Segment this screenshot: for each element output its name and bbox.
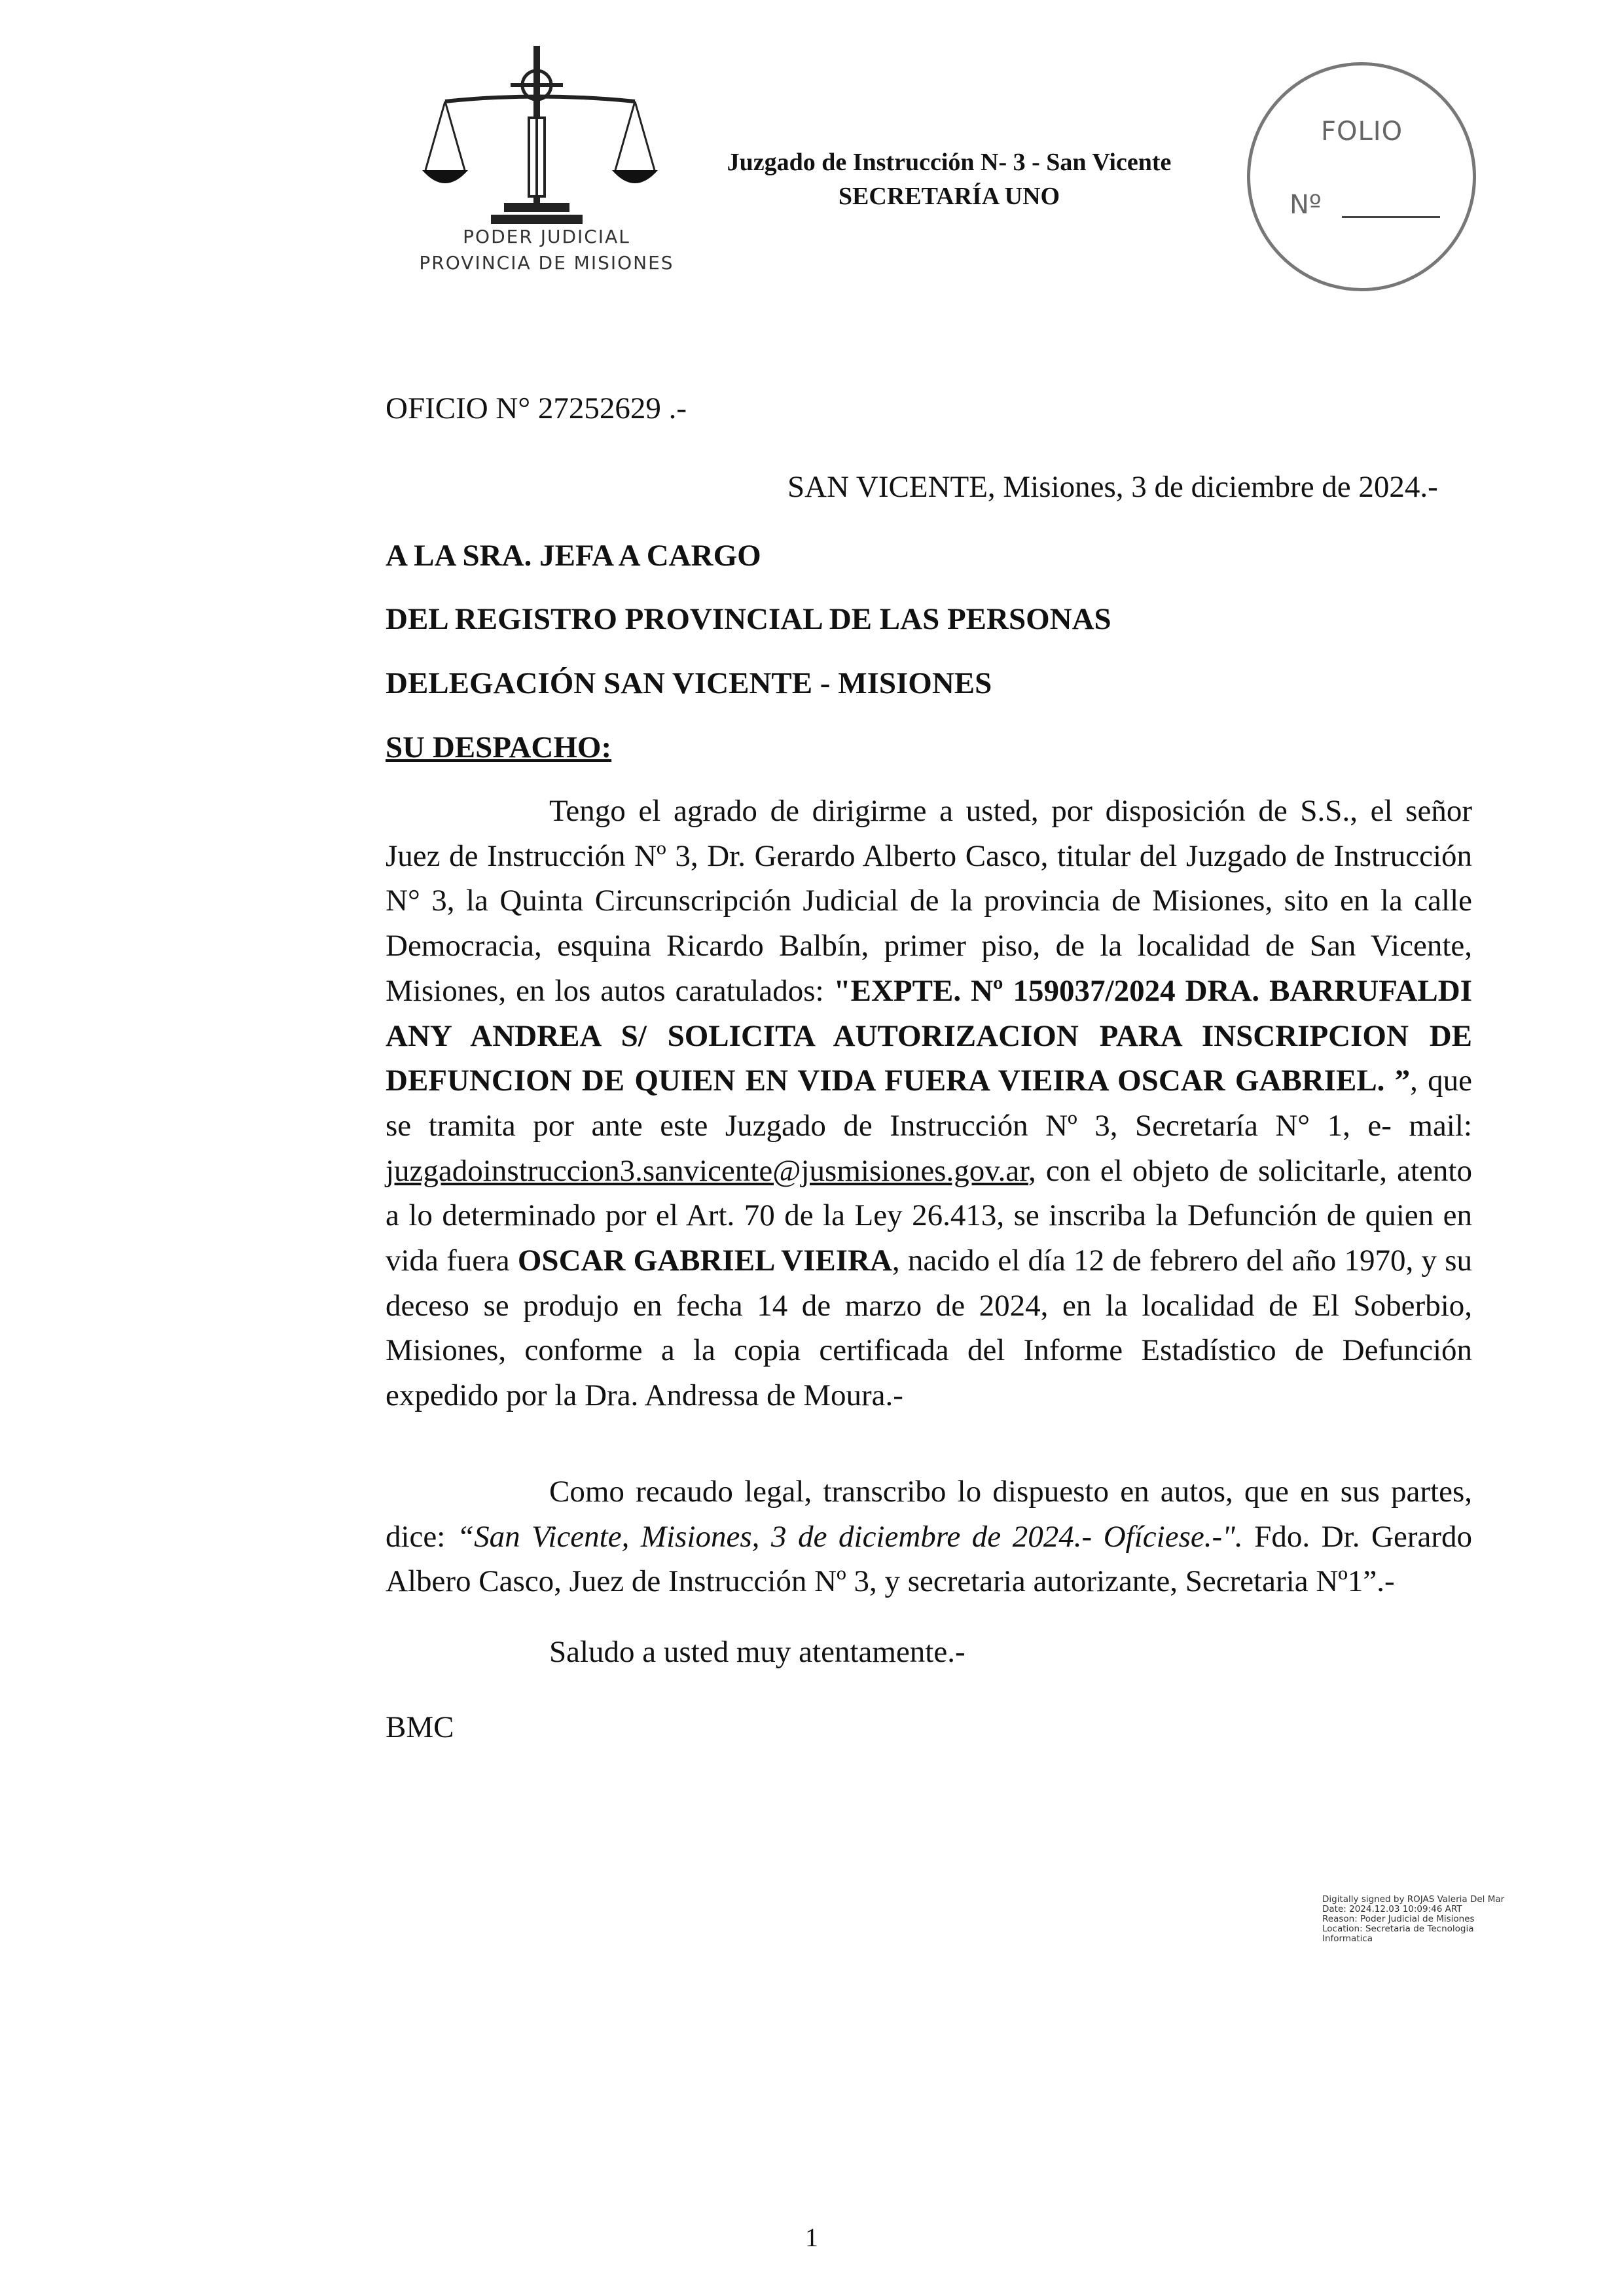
p1-intro: Tengo el agrado de dirigirme a usted, por disposición de S.S., el señor Juez de Instrucción Nº 3, Dr. Gerardo Alberto Casco, titular del Juzgado de Instrucción N° 3, la Quinta Circunscripción Judicial de la provincia de Misiones, sito en la calle Democracia, esquina Ricardo Balbín, primer piso, de la localidad de San Vicente, Misiones, en los autos caratulados: xyxy=(386,794,1472,1008)
folio-number-label: Nº xyxy=(1290,190,1322,220)
p1-text-c: , con el objeto de solicitarle, atento a lo determinado por el Art. 70 de la Ley 26.413, se inscriba la Defunción de quien en vida fuera xyxy=(386,1153,1472,1278)
p1-email: juzgadoinstruccion3.sanvicente@jusmisiones.gov.ar xyxy=(386,1153,1029,1188)
signature-line-2: Date: 2024.12.03 10:09:46 ART xyxy=(1322,1904,1462,1914)
signature-line-4: Location: Secretaria de Tecnologia xyxy=(1322,1924,1474,1934)
signature-line-5: Informatica xyxy=(1322,1933,1373,1944)
folio-label: FOLIO xyxy=(1321,117,1403,147)
p2-intro: Como recaudo legal, transcribo lo dispuesto en autos, que en sus partes, dice: xyxy=(386,1475,1472,1554)
folio-number-line xyxy=(1342,216,1440,218)
court-name: Juzgado de Instrucción N- 3 - San Vicente xyxy=(727,149,1172,176)
logo-text-line1: PODER JUDICIAL xyxy=(463,226,630,247)
addressee-line-1: A LA SRA. JEFA A CARGO xyxy=(386,539,761,573)
body-paragraph-1 xyxy=(386,789,1472,1418)
p1-text-d: , nacido el día 12 de febrero del año 1970, y su deceso se produjo en fecha 14 de marzo de 2024, en la localidad de El Soberbio, Misiones, conforme a la copia certificada del Informe Estadístico de Defunción expedido por la Dra. Andressa de Moura.- xyxy=(386,1244,1472,1413)
body-paragraph-2 xyxy=(386,1469,1472,1604)
addressee-line-3: DELEGACIÓN SAN VICENTE - MISIONES xyxy=(386,666,992,700)
closing: Saludo a usted muy atentamente.- xyxy=(549,1635,965,1669)
p1-case-title: "EXPTE. Nº 159037/2024 DRA. BARRUFALDI ANY ANDREA S/ SOLICITA AUTORIZACION PARA INSCRIPCION DE DEFUNCION DE QUIEN EN VIDA FUERA VIEIRA OSCAR GABRIEL. ” xyxy=(386,973,1473,1098)
p2-quote: “San Vicente, Misiones, 3 de diciembre de 2024.- Ofíciese.-". xyxy=(456,1519,1243,1554)
page-number: 1 xyxy=(805,2223,818,2252)
addressee-line-4: SU DESPACHO: xyxy=(386,730,612,764)
signature-line-1: Digitally signed by ROJAS Valeria Del Mar xyxy=(1322,1894,1505,1905)
initials: BMC xyxy=(386,1710,454,1744)
logo-text-line2: PROVINCIA DE MISIONES xyxy=(419,252,674,274)
secretary-name: SECRETARÍA UNO xyxy=(838,183,1060,210)
addressee-line-2: DEL REGISTRO PROVINCIAL DE LAS PERSONAS xyxy=(386,602,1111,636)
place-date: SAN VICENTE, Misiones, 3 de diciembre de 2024.- xyxy=(787,470,1438,504)
p1-deceased-name: OSCAR GABRIEL VIEIRA xyxy=(517,1244,892,1278)
folio-stamp xyxy=(1247,62,1476,291)
digital-signature xyxy=(1322,1895,1532,1944)
judicial-logo xyxy=(419,39,674,288)
p1-text-b: , que se tramita por ante este Juzgado de Instrucción Nº 3, Secretaría N° 1, e- mail: xyxy=(386,1064,1472,1143)
scales-of-justice-icon xyxy=(419,39,674,249)
signature-line-3: Reason: Poder Judicial de Misiones xyxy=(1322,1914,1475,1924)
p2-signature-text: Fdo. Dr. Gerardo Albero Casco, Juez de Instrucción Nº 3, y secretaria autorizante, Secretaria Nº1”.- xyxy=(386,1519,1472,1599)
oficio-number: OFICIO N° 27252629 .- xyxy=(386,391,687,425)
court-header xyxy=(655,145,1244,213)
